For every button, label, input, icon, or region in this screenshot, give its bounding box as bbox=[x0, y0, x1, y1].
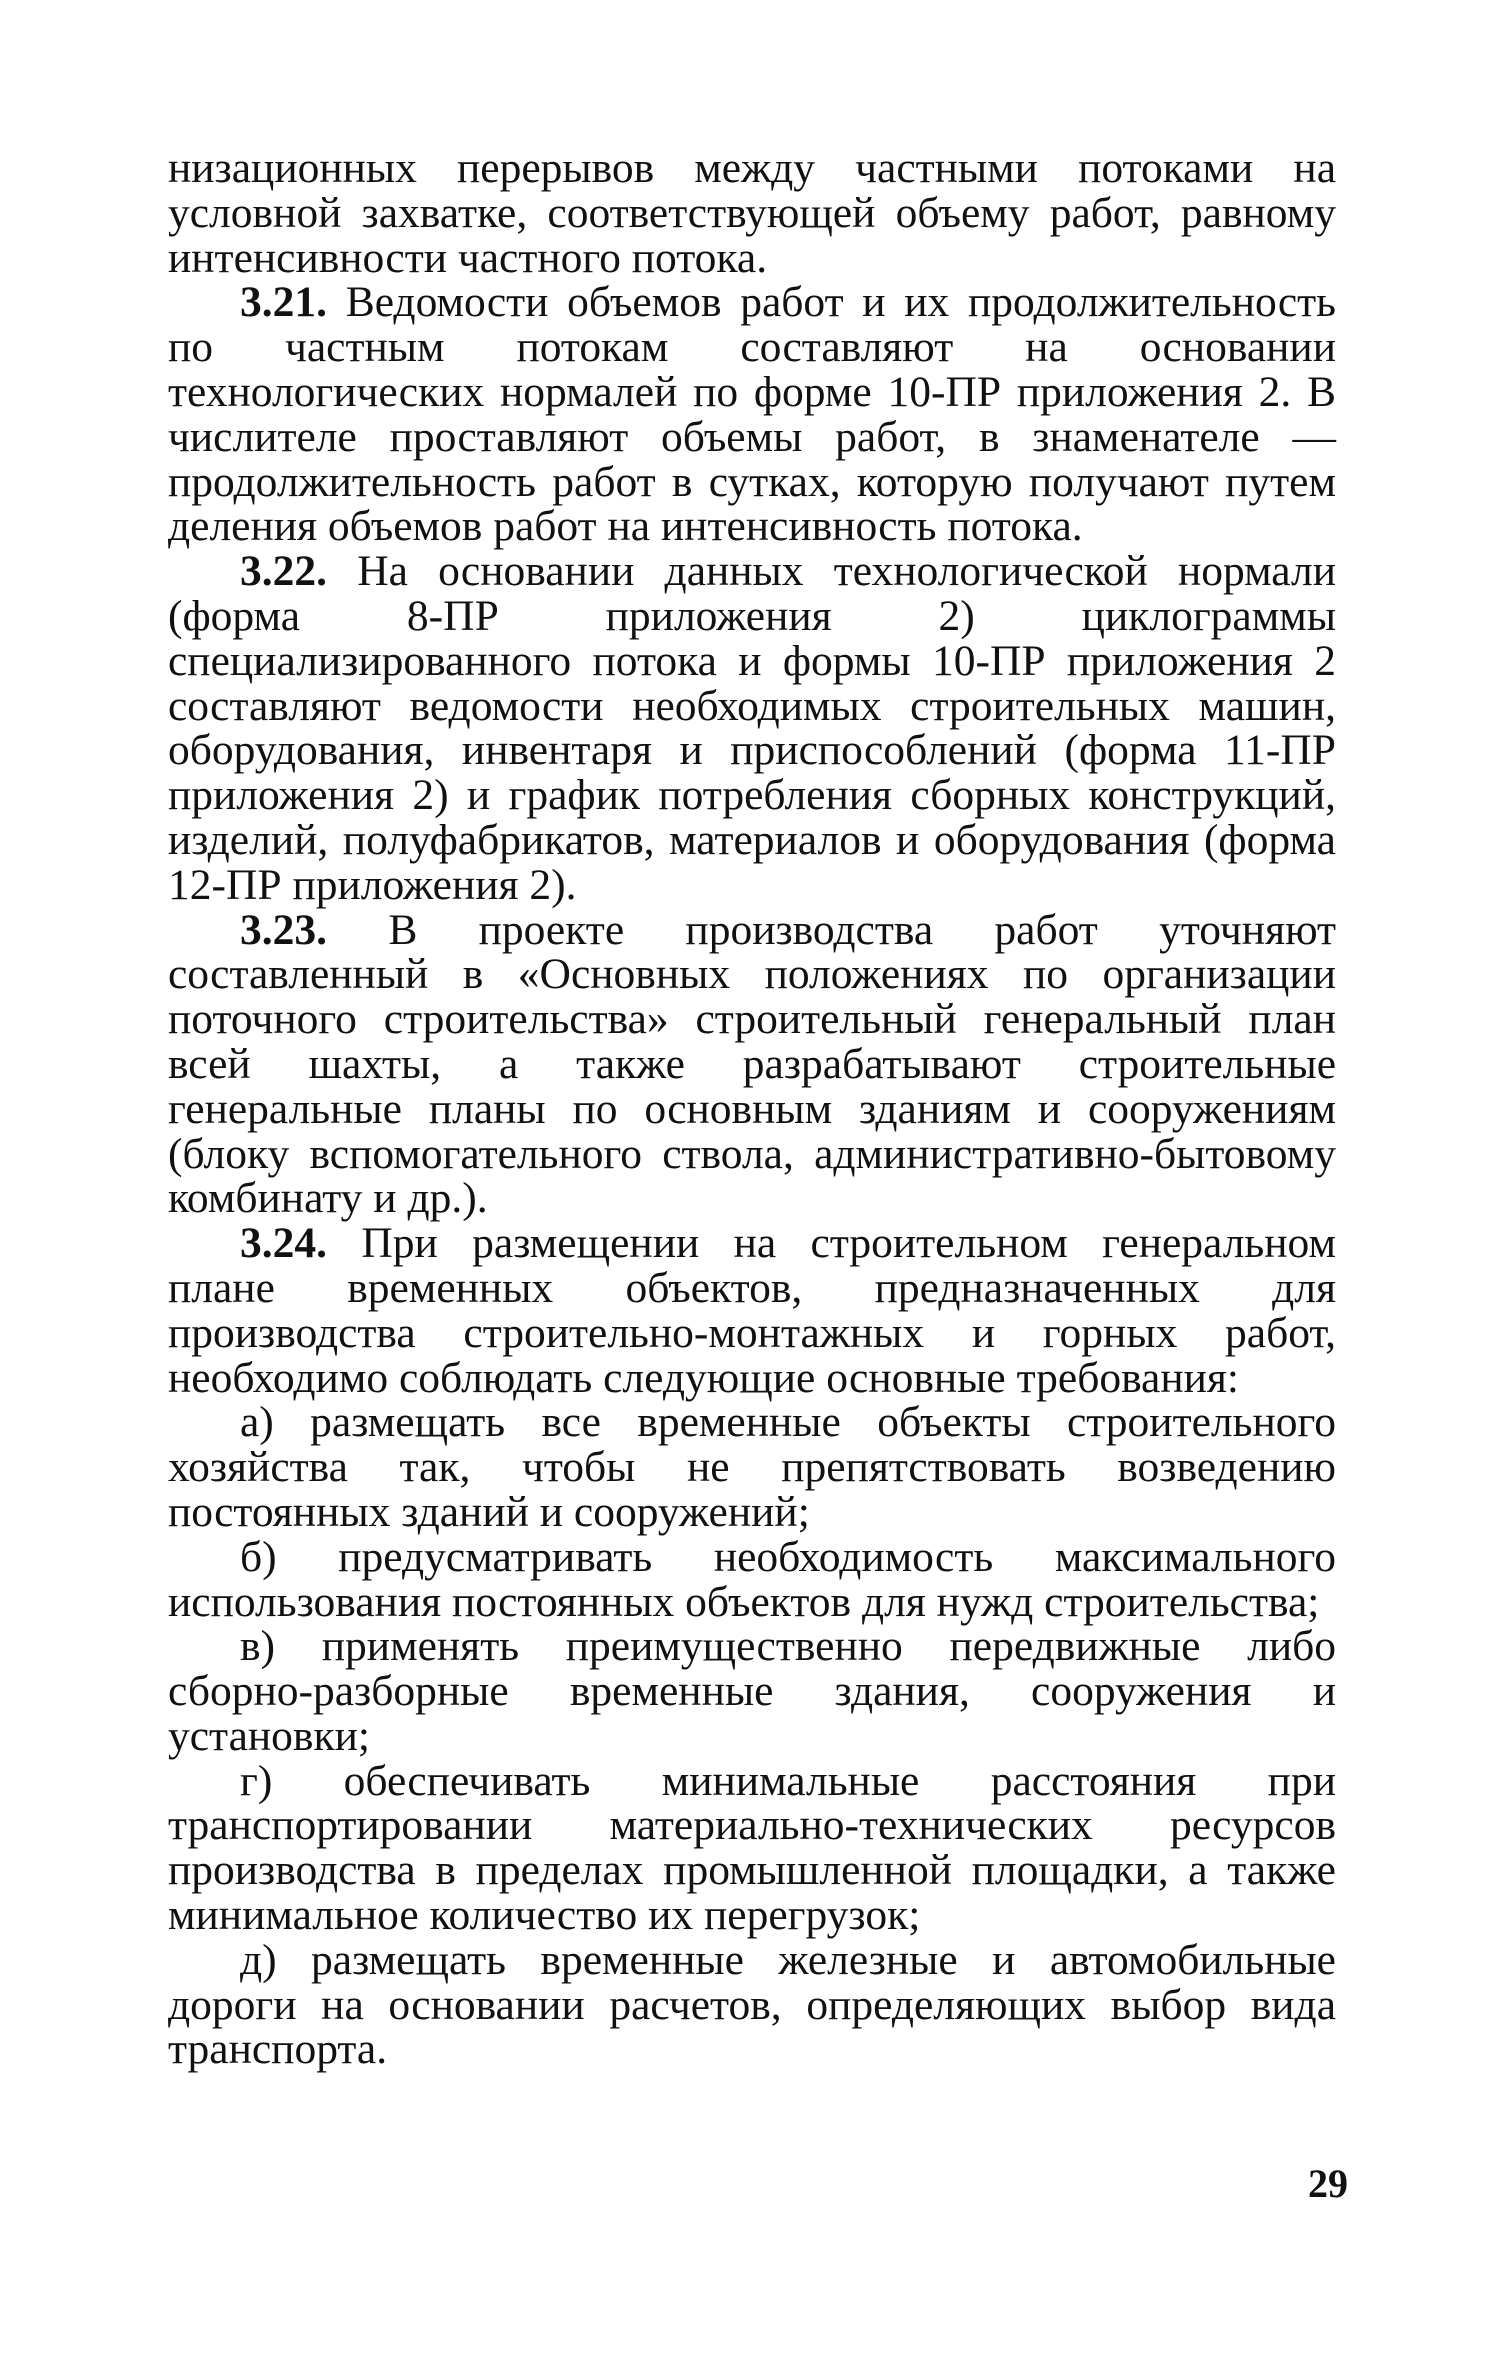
list-item-b: б) предусматривать необходимость максимального использования постоянных объектов для нужд строительства; bbox=[168, 1532, 1336, 1626]
paragraph-text: На основании данных технологической нормали (форма 8-ПР приложения 2) циклограммы специализированного потока и формы 10-ПР приложения 2 составляют ведомости необходимых строительных машин, оборудования, инвентаря и приспособлений (форма 11-ПР приложения 2) и график потребления сборных конструкций, изделий, полуфабрикатов, материалов и оборудования (форма 12-ПР приложения 2). bbox=[168, 547, 1336, 909]
section-number: 3.21. bbox=[240, 278, 327, 327]
section-number: 3.22. bbox=[240, 547, 327, 596]
section-number: 3.24. bbox=[240, 1219, 327, 1268]
list-item-a: а) размещать все временные объекты строительного хозяйства так, чтобы не препятствовать возведению постоянных зданий и сооружений; bbox=[168, 1398, 1336, 1536]
page-number: 29 bbox=[1308, 2161, 1348, 2206]
list-item-g: г) обеспечивать минимальные расстояния при транспортировании материально-технических ресурсов производства в пределах промышленной площадки, а также минимальное количество их перегрузок; bbox=[168, 1756, 1336, 1940]
list-item-d: д) размещать временные железные и автомобильные дороги на основании расчетов, определяющих выбор вида транспорта. bbox=[168, 1935, 1336, 2074]
document-page bbox=[168, 146, 1336, 2072]
paragraph-3-21 bbox=[168, 280, 1336, 549]
paragraph-3-22 bbox=[168, 549, 1336, 907]
paragraph-3-24 bbox=[168, 1221, 1336, 1400]
paragraph-3-23 bbox=[168, 905, 1337, 1223]
paragraph-text: В проекте производства работ уточняют составленный в «Основных положениях по организации поточного строительства» строительный генеральный план всей шахты, а также разрабатывают строительные генеральные планы по основным зданиям и сооружениям (блоку вспомогательного ствола, административно-бытовому комбинату и др.). bbox=[168, 905, 1337, 1223]
paragraph-text: низационных перерывов между частными потоками на условной захватке, соответствующей объему работ, равному интенсивности частного потока. bbox=[168, 144, 1336, 282]
paragraph-text: Ведомости объемов работ и их продолжительность по частным потокам составляют на основании технологических нормалей по форме 10-ПР приложения 2. В числителе проставляют объемы работ, в знаменателе — продолжительность работ в сутках, которую получают путем деления объемов работ на интенсивность потока. bbox=[168, 278, 1336, 551]
section-number: 3.23. bbox=[240, 905, 327, 954]
paragraph-text: При размещении на строительном генеральном плане временных объектов, предназначенных для производства строительно-монтажных и горных работ, необходимо соблюдать следующие основные требования: bbox=[168, 1219, 1336, 1402]
paragraph-continuation bbox=[168, 146, 1336, 280]
list-item-v: в) применять преимущественно передвижные либо сборно-разборные временные здания, сооружения и установки; bbox=[168, 1622, 1336, 1760]
